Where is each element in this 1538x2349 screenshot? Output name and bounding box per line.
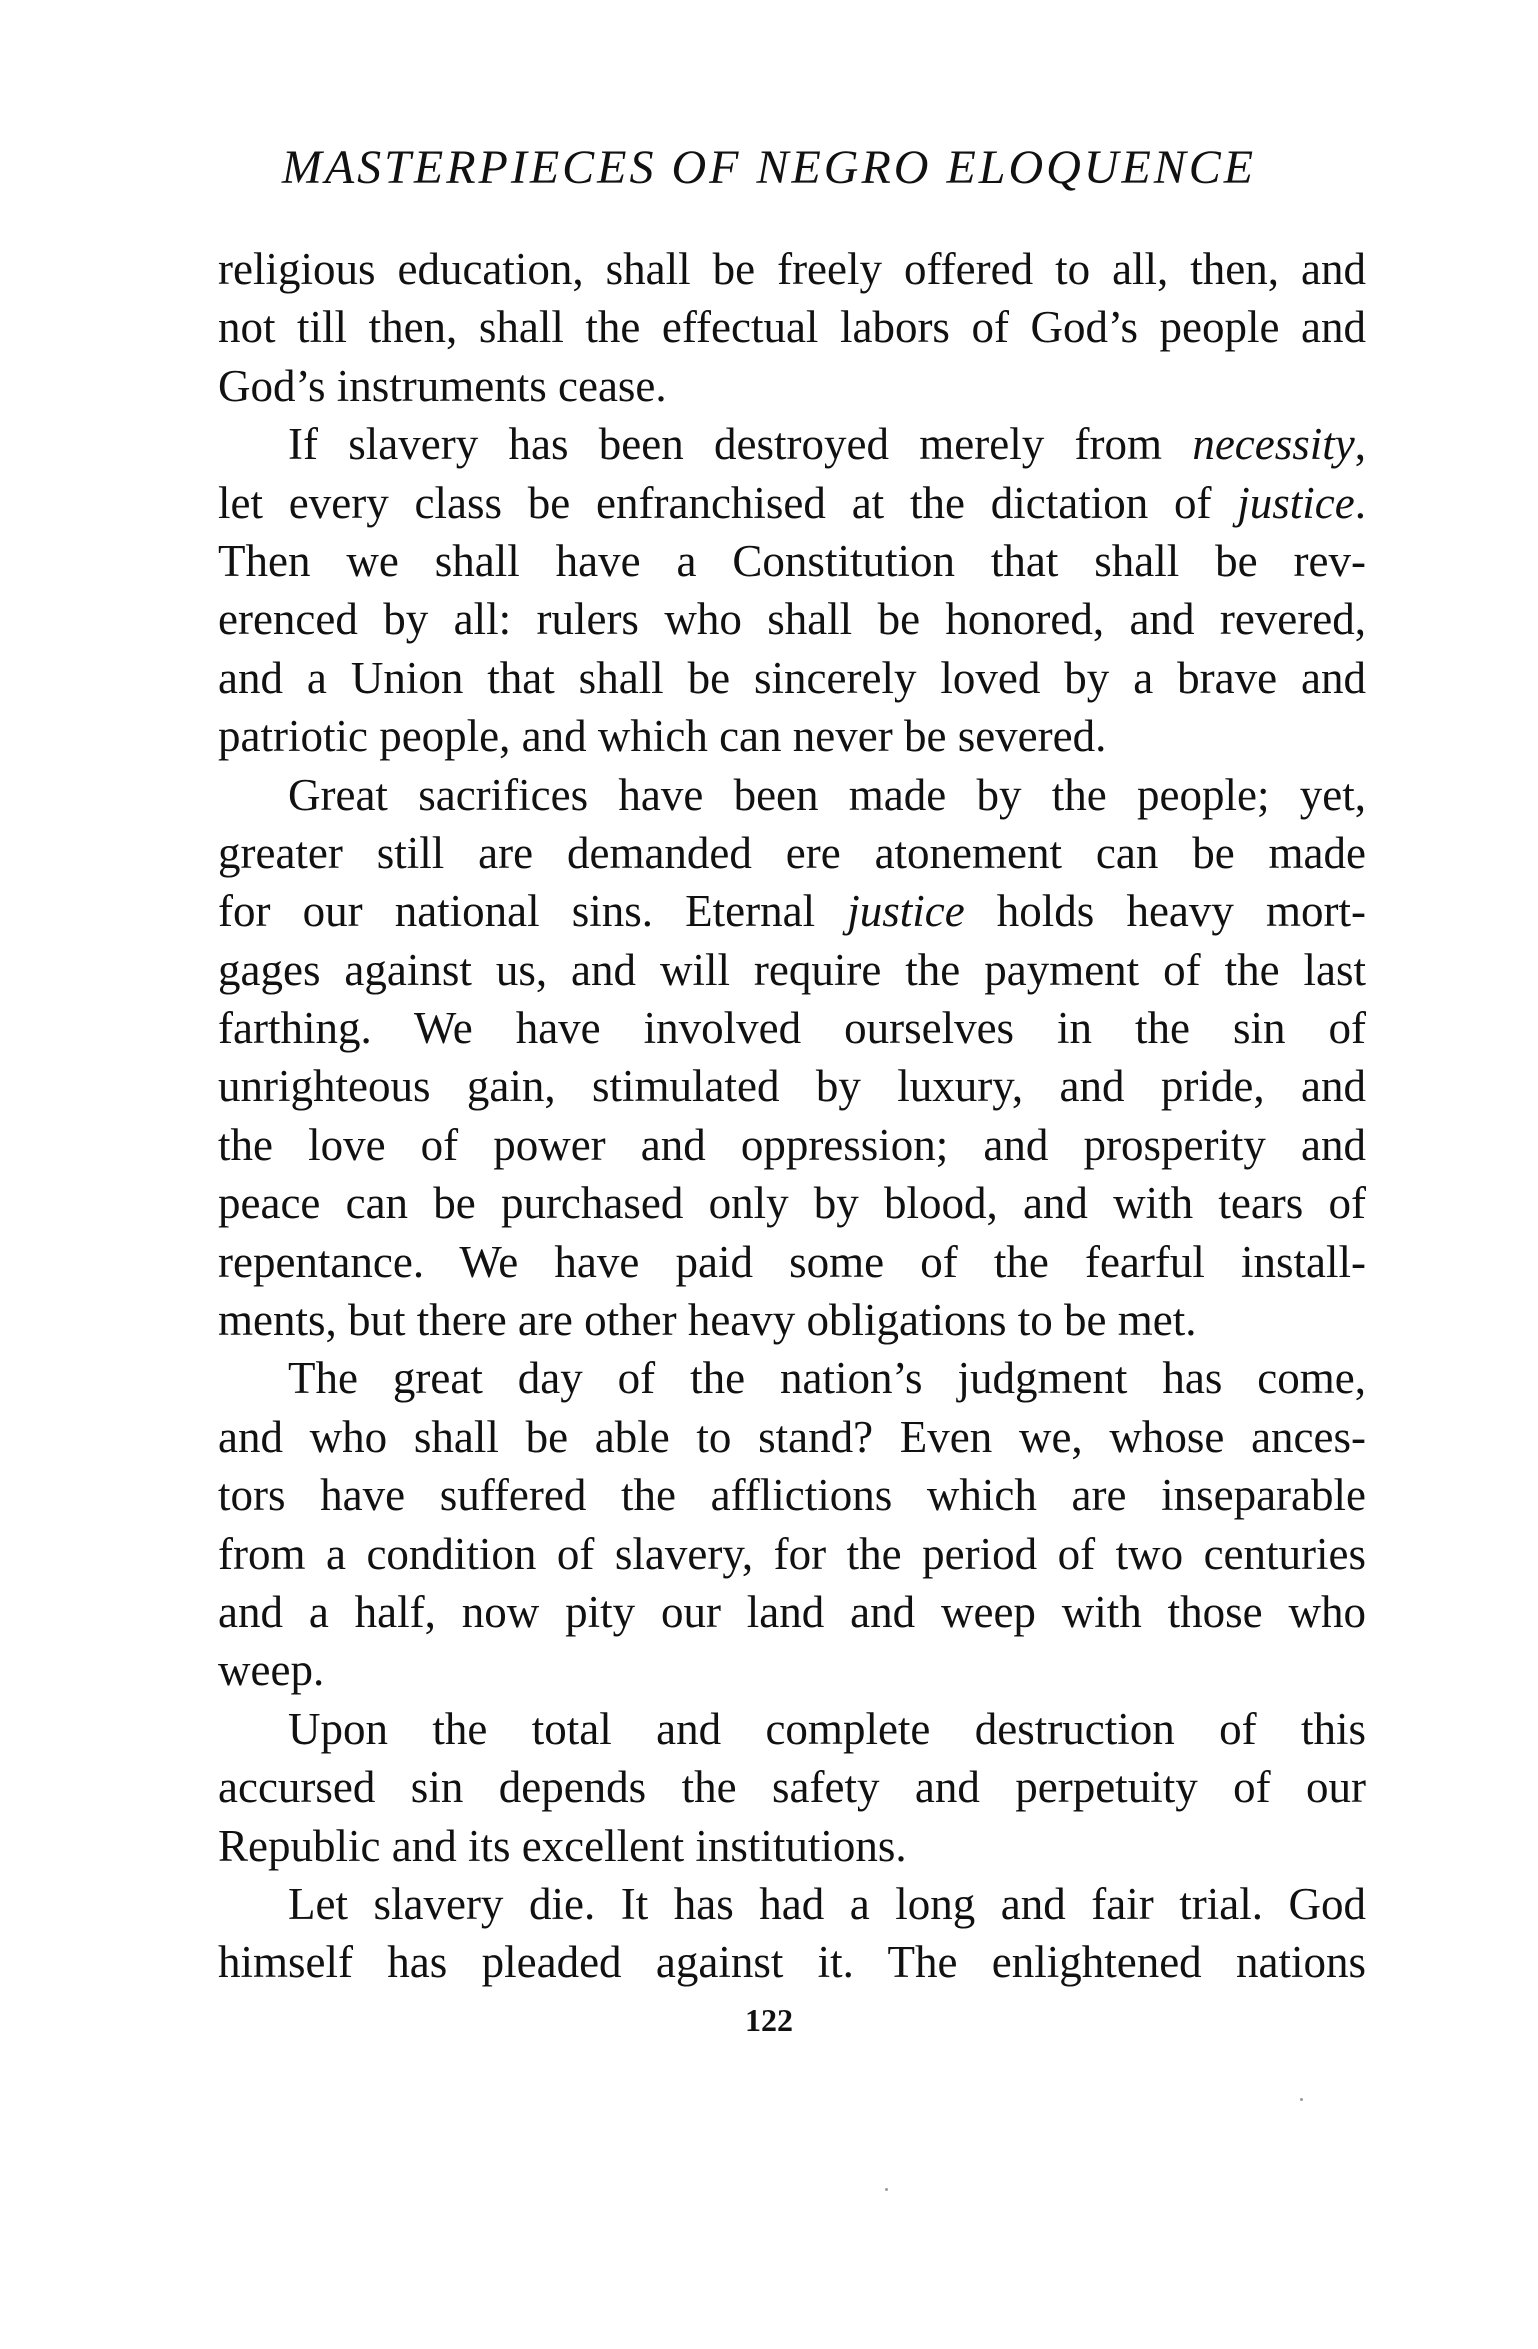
text-line: greater still are demanded ere atonement can be made [218,827,1366,878]
paper-speck [885,2188,888,2191]
text-line: unrighteous gain, stimulated by luxury, and pride, and [218,1061,1366,1112]
text-line: farthing. We have involved ourselves in the sin of [218,1003,1366,1054]
text-line: and who shall be able to stand? Even we, whose ances- [218,1411,1366,1462]
text-line: not till then, shall the effectual labors of God’s people and [218,302,1366,353]
paper-speck [1300,2098,1303,2101]
text-line: let every class be enfranchised at the dictation of justice. [218,477,1366,528]
text-line: and a half, now pity our land and weep with those who [218,1586,1366,1637]
text-line: repentance. We have paid some of the fearful install- [218,1236,1366,1287]
text-line: gages against us, and will require the payment of the last [218,944,1366,995]
text-line: weep. [218,1645,325,1696]
text-line: The great day of the nation’s judgment has come, [288,1353,1366,1404]
body-text [218,240,1366,1992]
text-line: from a condition of slavery, for the period of two centuries [218,1528,1366,1579]
text-line: the love of power and oppression; and prosperity and [218,1119,1366,1170]
page-number: 122 [745,2002,793,2038]
text-line: Upon the total and complete destruction of this [288,1703,1366,1754]
text-line: patriotic people, and which can never be severed. [218,711,1107,762]
text-line: God’s instruments cease. [218,360,667,411]
text-line: and a Union that shall be sincerely loved by a brave and [218,652,1366,703]
text-line: religious education, shall be freely offered to all, then, and [218,244,1366,294]
text-line: erenced by all: rulers who shall be honored, and revered, [218,594,1366,645]
text-line: tors have suffered the afflictions which are inseparable [218,1470,1366,1521]
text-line: Republic and its excellent institutions. [218,1820,907,1871]
text-line: Let slavery die. It has had a long and fair trial. God [288,1878,1366,1929]
text-line: peace can be purchased only by blood, and with tears of [218,1178,1366,1229]
text-line: himself has pleaded against it. The enlightened nations [218,1937,1366,1988]
text-line: for our national sins. Eternal justice holds heavy mort- [218,886,1366,937]
text-line: Great sacrifices have been made by the people; yet, [288,769,1366,820]
text-line: ments, but there are other heavy obligations to be met. [218,1295,1197,1346]
text-line: accursed sin depends the safety and perpetuity of our [218,1762,1366,1813]
running-head: MASTERPIECES OF NEGRO ELOQUENCE [281,141,1257,194]
text-line: Then we shall have a Constitution that shall be rev- [218,535,1366,586]
text-line: If slavery has been destroyed merely from necessity, [288,419,1366,470]
